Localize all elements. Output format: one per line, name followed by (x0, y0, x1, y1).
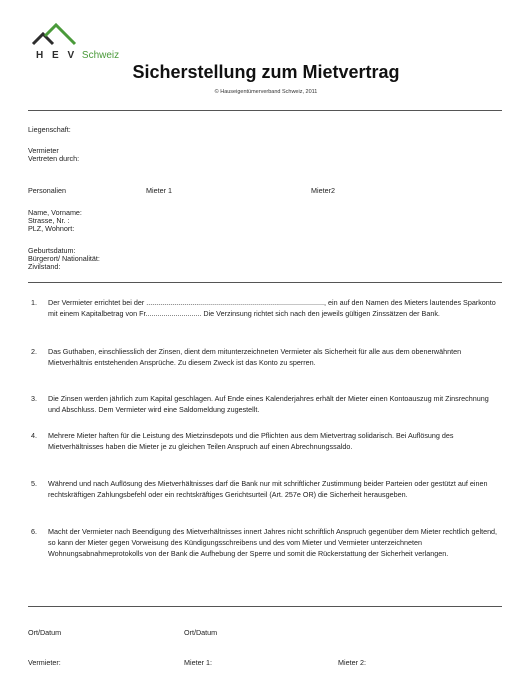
clause-text: Mehrere Mieter haften für die Leistung des Mietzinsdepots und die Pflichten aus dem Mietvertrag solidarisch. Bei Auflösung des Mietverhältnisses haben die Mieter je zu gleichen Teilen Anspruch auf einen Abrechnungssaldo. (48, 431, 454, 451)
label-sign-vermieter: Vermieter: (28, 658, 61, 667)
label-ort-datum-1: Ort/Datum (28, 628, 62, 637)
clause-1 (31, 297, 501, 319)
label-personalien: Personalien (28, 186, 66, 195)
label-mieter2: Mieter2 (311, 186, 335, 195)
label-liegenschaft: Liegenschaft: (28, 125, 71, 134)
divider-top (28, 110, 502, 111)
clause-text: Der Vermieter errichtet bei der ........................................................................................., ein auf den Namen des Mieters lautendes Sparkonto mit einem Kapitalbetrag von Fr............................ Die Verzinsung richtet sich nach den jeweils gültigen Zinssätzen der Bank. (48, 298, 496, 318)
clause-number: 1. (31, 298, 37, 307)
clause-text: Macht der Vermieter nach Beendigung des Mietverhältnisses innert Jahres nicht schriftlich Anspruch gegenüber dem Mieter rechtlich geltend, so kann der Mieter gegen Vorweisung des Kündigungsschreibens und des vom Mieter und Vermieter unterzeichneten Wohnungsabnahmeprotokolls von der Bank die Aufhebung der Sperre und somit die Rückerstattung der Sicherheit verlangen. (48, 527, 498, 558)
clause-number: 3. (31, 394, 37, 403)
clause-text: Das Guthaben, einschliesslich der Zinsen, dient dem mitunterzeichneten Vermieter als Sicherheit für alle aus dem obenerwähnten Mietverhältnis entstehenden Ansprüche. Zu diesem Zweck ist das Konto zu sperren. (48, 347, 462, 367)
label-plz: PLZ, Wohnort: (28, 224, 75, 233)
divider-middle (28, 282, 502, 283)
copyright: © Hauseigentümerverband Schweiz, 2011 (214, 89, 318, 95)
clause-number: 4. (31, 431, 37, 440)
label-geburtsdatum: Geburtsdatum: (28, 246, 76, 255)
label-sign-mieter1: Mieter 1: (184, 658, 212, 667)
clause-2 (31, 346, 501, 368)
label-mieter1: Mieter 1 (146, 186, 172, 195)
clause-number: 5. (31, 479, 37, 488)
clause-4 (31, 430, 501, 452)
clause-3 (31, 393, 501, 415)
clause-6 (31, 526, 501, 559)
logo-wordmark (36, 50, 119, 61)
page-title: Sicherstellung zum Mietvertrag (132, 62, 400, 82)
clause-5 (31, 478, 501, 500)
label-vertreten: Vertreten durch: (28, 154, 80, 163)
label-vermieter: Vermieter (28, 146, 59, 155)
logo-schweiz: Schweiz (81, 50, 120, 61)
clause-text: Während und nach Auflösung des Mietverhältnisses darf die Bank nur mit schriftlicher Zustimmung beider Parteien oder gestützt auf einen rechtskräftigen Zahlungsbefehl oder ein rechtskräftiges Gerichtsurteil (Art. 257e OR) die Sicherheit herausgeben. (48, 479, 488, 499)
label-ort-datum-2: Ort/Datum (184, 628, 218, 637)
label-strasse: Strasse, Nr. : (28, 216, 70, 225)
clause-text: Die Zinsen werden jährlich zum Kapital geschlagen. Auf Ende eines Kalenderjahres erhält der Mieter einen Kontoauszug mit Zinsrechnung und Abschluss. Dem Vermieter wird eine Saldomeldung zugestellt. (48, 394, 489, 414)
label-zivilstand: Zivilstand: (28, 262, 61, 271)
clause-number: 6. (31, 527, 37, 536)
hev-logo-icon (31, 22, 81, 48)
label-sign-mieter2: Mieter 2: (338, 658, 366, 667)
clause-number: 2. (31, 347, 37, 356)
label-buergerort: Bürgerort/ Nationalität: (28, 254, 100, 263)
logo-hev: H E V (36, 50, 78, 61)
label-name: Name, Vorname: (28, 208, 82, 217)
divider-bottom (28, 606, 502, 607)
